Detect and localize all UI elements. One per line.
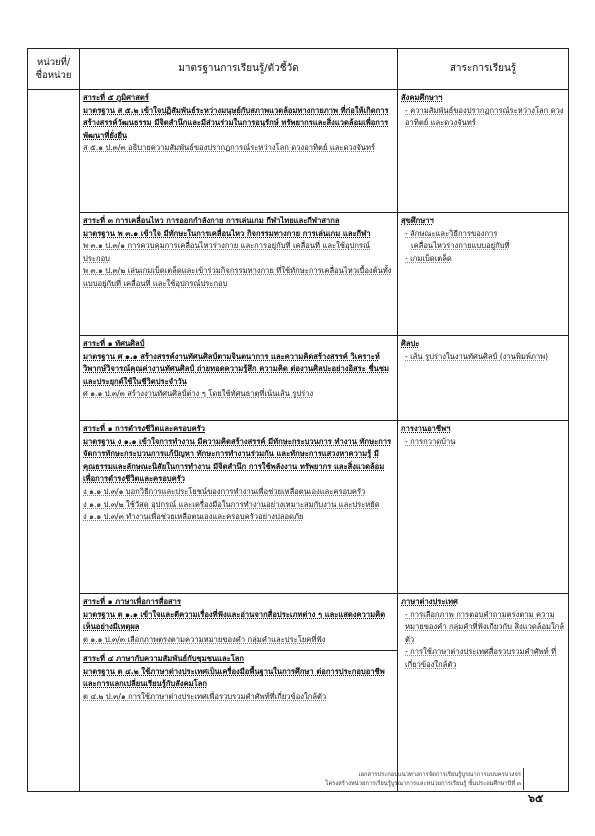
- standard-text: มาตรฐาน ต ๔.๒ ใช้ภาษาต่างประเทศเป็นเครื่องมือพื้นฐานในการศึกษา ต่อการประกอบอาชีพ และการแลกเปลี่ยนเรียนรู้กับสังคมโลก: [83, 666, 385, 689]
- content-item: - เกมเบ็ดเตล็ด: [405, 253, 452, 263]
- content-item: - การเลือกภาพ การตอบคำถามตรงตาม ความหมายของคำ กลุ่มคำที่ฟังเกี่ยวกับ สิ่งแวดล้อมใกล้ตัว: [405, 609, 564, 644]
- standards-cell: [80, 594, 398, 651]
- content-cell: [398, 213, 569, 336]
- standards-cell: [80, 213, 398, 336]
- indicator-text: ส ๕.๑ ป.๓/๓ อธิบายความสัมพันธ์ของปรากฏการณ์ระหว่างโลก ดวงอาทิตย์ และดวงจันทร์: [83, 143, 376, 153]
- header-unit-line2: ชื่อหน่วย: [35, 70, 72, 81]
- content-item: เคลื่อนไหวร่างกายแบบอยู่กับที่: [411, 241, 510, 251]
- strand-title: สาระที่ ๑ ทัศนศิลป์: [83, 339, 145, 348]
- content-item: - ลักษณะและวิธีการของการ: [405, 228, 498, 238]
- subject-title: สุขศึกษาฯ: [401, 216, 434, 225]
- content-cell: [398, 90, 569, 213]
- content-item: - เส้น รูปร่างในงานทัศนศิลป์ (งานพิมพ์ภาพ): [405, 351, 549, 361]
- table-row: [28, 594, 569, 651]
- subject-title: การงานอาชีพฯ: [401, 424, 451, 433]
- content-item: - การกวาดบ้าน: [405, 436, 456, 446]
- standards-cell: [80, 336, 398, 421]
- table-row: [28, 213, 569, 336]
- table-row: [28, 90, 569, 213]
- indicator-text: ง ๑.๑ ป.๓/๓ ทำงานเพื่อช่วยเหลือตนเองและครอบครัวอย่างปลอดภัย: [83, 512, 304, 522]
- subject-title: สังคมศึกษาฯ: [401, 93, 443, 102]
- footer-line-1: เอกสารประกอบแนวทางการจัดการเรียนรู้บูรณาการแบบครบวงจร: [358, 772, 521, 778]
- content-item: - ความสัมพันธ์ของปรากฏการณ์ระหว่างโลก ดวงอาทิตย์ และดวงจันทร์: [405, 105, 564, 128]
- indicator-text: พ ๓.๑ ป.๓/๑ การควบคุมการเคลื่อนไหวร่างกาย และการอยู่กับที่ เคลื่อนที่ และใช้อุปกรณ์ประกอบ: [83, 241, 371, 263]
- indicator-text: ศ ๑.๑ ป.๓/๓ สร้างงานทัศนศิลป์ต่าง ๆ โดยใช้ทัศนธาตุที่เน้นเส้น รูปร่าง: [83, 389, 314, 399]
- subject-title: ศิลปะ: [401, 339, 420, 348]
- strand-title: สาระที่ ๑ ภาษาเพื่อการสื่อสาร: [83, 597, 181, 606]
- page-footer: [316, 771, 521, 789]
- indicator-text: ต ๑.๑ ป.๓/๓ เลือกภาพตรงตามความหมายของคำ กลุ่มคำและประโยคที่ฟัง: [83, 634, 326, 644]
- table-header-row: [28, 49, 569, 90]
- indicator-text: พ ๓.๑ ป.๓/๒ เล่นเกมเบ็ดเตล็ดและเข้าร่วมกิจกรรมทางกาย ที่ใช้ทักษะการเคลื่อนไหวเบื้องต้นทั้งแบบอยู่กับที่ เคลื่อนที่ และใช้อุปกรณ์ประกอบ: [83, 266, 392, 288]
- table-row: [28, 421, 569, 594]
- standard-text: มาตรฐาน ง ๑.๑ เข้าใจการทำงาน มีความคิดสร้างสรรค์ มีทักษะกระบวนการ ทำงาน ทักษะการจัดการทักษะกระบวนการแก้ปัญหา ทักษะการทำงานร่วมกัน และทักษะการแสวงหาความรู้ มีคุณธรรมและลักษณะนิสัยในการทำงาน มีจิตสำนึก การใช้พลังงาน ทรัพยากร และสิ่งแวดล้อมเพื่อการดำรงชีวิตและครอบครัว: [83, 436, 392, 484]
- content-cell: [398, 336, 569, 421]
- strand-title: สาระที่ ๔ ภาษากับความสัมพันธ์กับชุมชนและโลก: [83, 654, 245, 663]
- strand-title: สาระที่ ๓ การเคลื่อนไหว การออกกำลังกาย การเล่นเกม กีฬาไทยและกีฬาสากล: [83, 216, 340, 225]
- header-standards: มาตรฐานการเรียนรู้/ตัวชี้วัด: [80, 49, 398, 90]
- standard-text: มาตรฐาน ส ๕.๒ เข้าใจปฏิสัมพันธ์ระหว่างมนุษย์กับสภาพแวดล้อมทางกายภาพ ที่ก่อให้เกิดการสร้างสรรค์วัฒนธรรม มีจิตสำนึกและมีส่วนร่วมในการอนุรักษ์ ทรัพยากรและสิ่งแวดล้อมเพื่อการพัฒนาที่ยั่งยืน: [83, 105, 389, 140]
- standard-text: มาตรฐาน ต ๑.๑ เข้าใจและตีความเรื่องที่ฟังและอ่านจากสื่อประเภทต่าง ๆ และแสดงความคิดเห็นอย่างมีเหตุผล: [83, 609, 386, 632]
- standard-text: มาตรฐาน พ ๓.๑ เข้าใจ มีทักษะในการเคลื่อนไหว กิจกรรมทางกาย การเล่นเกม และกีฬา: [83, 228, 371, 238]
- unit-cell: [28, 90, 80, 792]
- standards-cell: [80, 421, 398, 594]
- indicator-text: ง ๑.๑ ป.๓/๒ ใช้วัสดุ อุปกรณ์ และเครื่องมือในการทำงานอย่างเหมาะสมกับงาน และประหยัด: [83, 499, 380, 509]
- content-item: - การใช้ภาษาต่างประเทศสื่อรวบรวมคำศัพท์ ที่เกี่ยวข้องใกล้ตัว: [405, 647, 557, 669]
- header-unit: [28, 49, 80, 90]
- header-content: สาระการเรียนรู้: [398, 49, 569, 90]
- content-cell: [398, 594, 569, 792]
- subject-title: ภาษาต่างประเทศ: [401, 597, 458, 606]
- standards-cell: [80, 90, 398, 213]
- content-cell: [398, 421, 569, 594]
- standard-text: มาตรฐาน ศ ๑.๑ สร้างสรรค์งานทัศนศิลป์ตามจินตนาการ และความคิดสร้างสรรค์ วิเคราะห์ วิพากษ์วิจารณ์คุณค่างานทัศนศิลป์ ถ่ายทอดความรู้สึก ความคิด ต่องานศิลปะอย่างอิสระ ชื่นชม และประยุกต์ใช้ในชีวิตประจำวัน: [83, 351, 389, 386]
- table-row: [28, 336, 569, 421]
- curriculum-table: [27, 48, 569, 792]
- indicator-text: ต ๔.๒ ป.๓/๑ การใช้ภาษาต่างประเทศเพื่อรวบรวมคำศัพท์ที่เกี่ยวข้องใกล้ตัว: [83, 691, 327, 701]
- indicator-text: ง ๑.๑ ป.๓/๑ บอกวิธีการและประโยชน์ของการทำงานเพื่อช่วยเหลือตนเองและครอบครัว: [83, 486, 366, 496]
- footer-line-2: โครงสร้างหน่วยการเรียนรู้บูรณาการและหน่วยการเรียนรู้ ชั้นประถมศึกษาปีที่ ๓: [325, 781, 521, 787]
- page-number: ๖๕: [528, 792, 544, 805]
- strand-title: สาระที่ ๑ การดำรงชีวิตและครอบครัว: [83, 424, 206, 433]
- footer-divider: [523, 768, 524, 790]
- strand-title: สาระที่ ๕ ภูมิศาสตร์: [83, 93, 149, 102]
- header-unit-line1: หน่วยที่/: [36, 57, 71, 68]
